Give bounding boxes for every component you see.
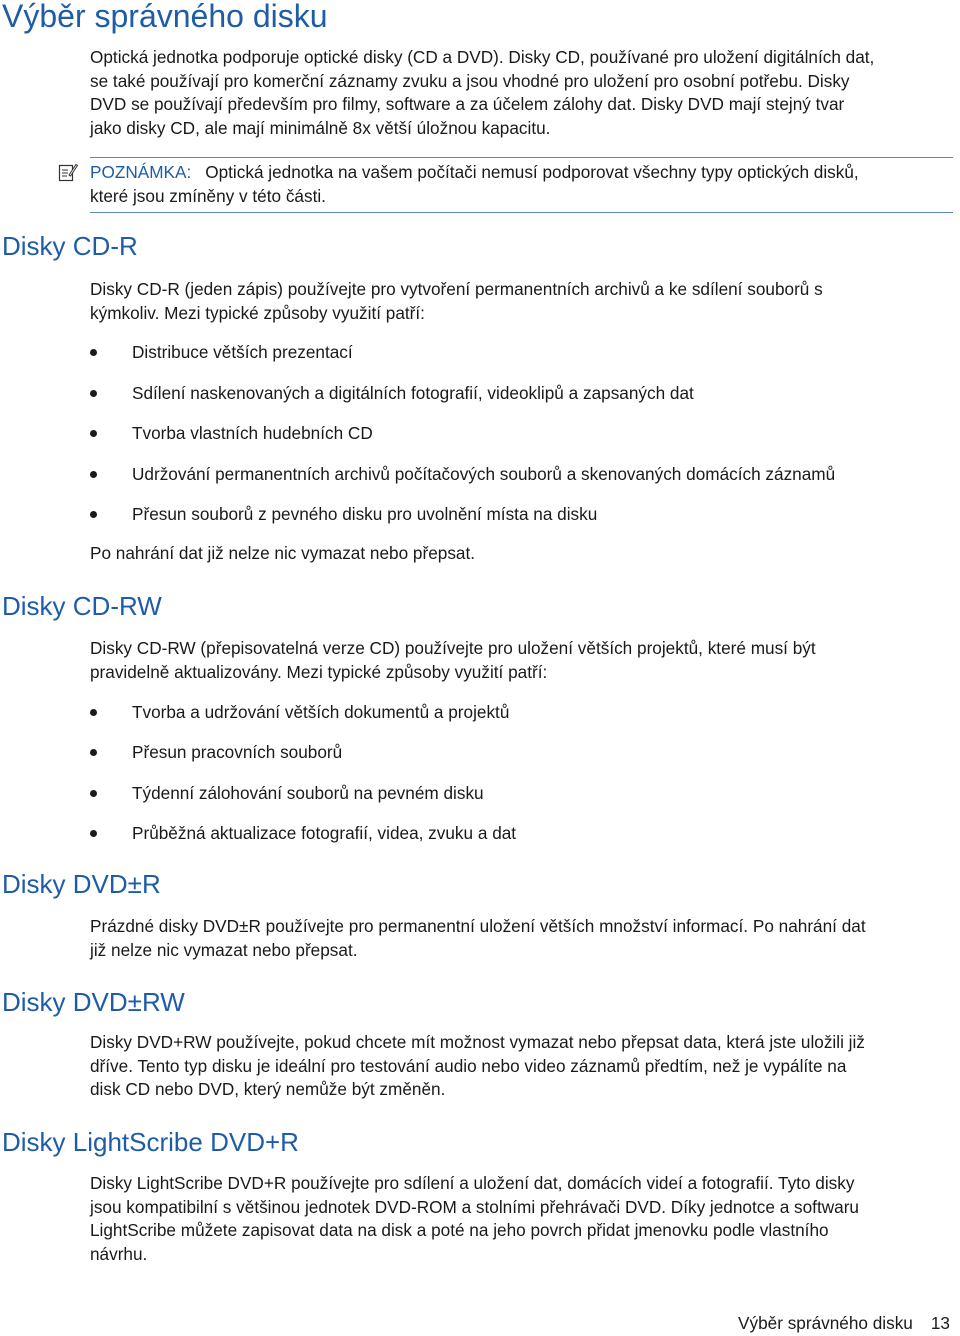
bullet-dot-icon [90,830,97,837]
section-heading-dvd-rw: Disky DVD±RW [2,987,185,1017]
intro-line: DVD se používají především pro filmy, software a za účelem zálohy dat. Disky DVD mají stejný tvar [90,94,845,114]
list-item [90,740,956,764]
list-item [90,781,956,805]
list-item [90,381,956,405]
dvd-rw-line: disk CD nebo DVD, který nemůže být změněn. [90,1079,446,1099]
bullet-dot-icon [90,749,97,756]
list-item [90,421,956,445]
bullet-dot-icon [90,511,97,518]
bullet-dot-icon [90,471,97,478]
list-item [90,462,956,486]
section-heading-cd-r: Disky CD-R [2,231,138,261]
intro-paragraph [90,46,956,140]
dvd-rw-line: dříve. Tento typ disku je ideální pro testování audio nebo video záznamů předtím, než je vypálíte na [90,1055,847,1076]
list-item [90,340,956,364]
dvd-r-line: Prázdné disky DVD±R používejte pro permanentní uložení větších množství informací. Po nahrání dat [90,916,866,936]
dvd-r-line: již nelze nic vymazat nebo přepsat. [90,939,358,960]
cd-rw-line: Disky CD-RW (přepisovatelná verze CD) používejte pro uložení větších projektů, které musí být [90,638,816,658]
note-text-line: které jsou zmíněny v této části. [90,185,326,206]
cd-r-line: kýmkoliv. Mezi typické způsoby využití patří: [90,302,425,323]
lightscribe-line: Disky LightScribe DVD+R používejte pro sdílení a uložení dat, domácích videí a fotografií. Tyto disky [90,1173,855,1193]
bullet-dot-icon [90,430,97,437]
page-footer [738,1311,950,1335]
list-item-text: Tvorba vlastních hudebních CD [132,423,373,443]
cd-rw-paragraph [90,637,956,684]
list-item-text: Udržování permanentních archivů počítačových souborů a skenovaných domácích záznamů [132,464,836,484]
bullet-dot-icon [90,390,97,397]
lightscribe-line: návrhu. [90,1243,148,1264]
bullet-dot-icon [90,349,97,356]
list-item-text: Průběžná aktualizace fotografií, videa, zvuku a dat [132,823,517,843]
lightscribe-paragraph [90,1172,956,1266]
list-item-text: Přesun pracovních souborů [132,742,343,762]
list-item-text: Přesun souborů z pevného disku pro uvolnění místa na disku [132,504,598,524]
dvd-r-paragraph [90,915,956,962]
intro-line: Optická jednotka podporuje optické disky (CD a DVD). Disky CD, používané pro uložení digitálních dat, [90,47,875,67]
dvd-rw-line: Disky DVD+RW používejte, pokud chcete mít možnost vymazat nebo přepsat data, která jste uložili již [90,1032,865,1052]
list-item-text: Týdenní zálohování souborů na pevném disku [132,783,484,803]
note-text-line: Optická jednotka na vašem počítači nemusí podporovat všechny typy optických disků, [205,162,859,182]
bullet-dot-icon [90,790,97,797]
section-heading-cd-rw: Disky CD-RW [2,591,162,621]
list-item-text: Distribuce větších prezentací [132,342,353,362]
cd-rw-line: pravidelně aktualizovány. Mezi typické způsoby využití patří: [90,661,548,682]
section-heading-lightscribe: Disky LightScribe DVD+R [2,1127,299,1157]
intro-line: se také používají pro komerční záznamy zvuku a jsou vhodné pro uložení pro osobní potřebu. Disky [90,70,850,91]
note-pencil-icon [58,162,78,182]
list-item-text: Sdílení naskenovaných a digitálních fotografií, videoklipů a zapsaných dat [132,383,694,403]
list-item [90,502,956,526]
list-item [90,700,956,724]
dvd-rw-paragraph [90,1031,956,1102]
list-item-text: Tvorba a udržování větších dokumentů a projektů [132,702,510,722]
cd-r-line: Disky CD-R (jeden zápis) používejte pro vytvoření permanentních archivů a ke sdílení souborů s [90,279,823,299]
intro-line: jako disky CD, ale mají minimálně 8x větší úložnou kapacitu. [90,117,551,138]
cd-r-paragraph [90,278,956,325]
lightscribe-line: jsou kompatibilní s většinou jednotek DVD-ROM a stolními přehrávači DVD. Díky jednotce a softwaru [90,1196,859,1217]
lightscribe-line: LightScribe můžete zapisovat data na disk a poté na jeho povrch přidat jmenovku podle vlastního [90,1220,829,1240]
page-number: 13 [930,1313,950,1333]
list-item [90,821,956,845]
note-box [90,157,953,213]
page-title: Výběr správného disku [2,0,328,34]
note-label: POZNÁMKA: [90,162,192,182]
cd-r-closing: Po nahrání dat již nelze nic vymazat nebo přepsat. [90,543,476,563]
footer-section-title: Výběr správného disku [738,1313,913,1333]
section-heading-dvd-r: Disky DVD±R [2,869,161,899]
bullet-dot-icon [90,709,97,716]
